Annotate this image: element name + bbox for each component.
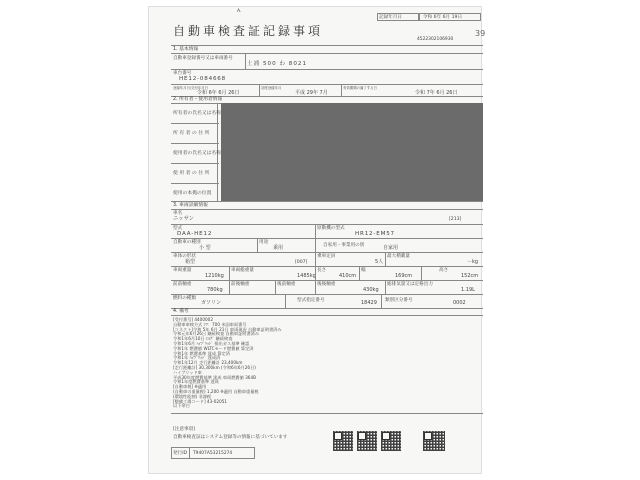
use-value: 乗用	[273, 245, 284, 251]
reg-number-value: 土浦 500 わ 8021	[247, 61, 308, 67]
type-number-value: 18429	[361, 300, 377, 306]
max-load-label: 最大積載量	[387, 254, 410, 259]
gross-label: 車両総重量	[231, 268, 254, 273]
reg-date-label: 登録年月日/交付年月日	[173, 86, 209, 90]
front-axle-value: 780kg	[207, 287, 223, 293]
displacement-value: 1.19L	[461, 287, 475, 293]
weight-label: 車両重量	[173, 268, 192, 273]
expiry-label: 有効期間の満了する日	[343, 86, 377, 90]
use-label: 用途	[259, 240, 269, 245]
remark-line: 令和1年6月 ﾊｲﾌﾞﾘｯﾄﾞ 排出ガス基準 確認	[173, 341, 250, 346]
height-value: 152cm	[461, 273, 479, 279]
remark-line: 令和1年 燃費基準 達成 算定済	[173, 350, 230, 356]
gross-value: 1485kg	[297, 273, 316, 279]
height-label: 高さ	[439, 268, 449, 273]
notice-label: [注意事項]	[173, 427, 195, 432]
base-location-label: 使用の本拠の位置	[173, 191, 212, 196]
owner-address-label: 所 有 者 の 住 所	[173, 131, 210, 136]
front-axle-label: 前前軸重	[173, 282, 192, 287]
qr-code-1	[333, 431, 353, 451]
rear-rear-axle-label: 後後軸重	[317, 282, 336, 287]
remark-line: [走行距離計] 30,300km (令和6年6月26日)	[173, 365, 256, 370]
section2-heading: 2. 所有者・使用者情報	[173, 97, 223, 102]
qr-code-4	[423, 431, 445, 451]
remark-line: [自動車税] ※適用	[173, 384, 207, 390]
class-number-label: 類別区分番号	[385, 298, 413, 303]
rear-front-axle-label: 後前軸重	[277, 282, 296, 287]
redacted-owner-info	[221, 103, 483, 201]
model-value: DAA-HE12	[177, 231, 213, 237]
notice-text: 自動車検査証はシステム登録等の情報に基づいています	[173, 435, 288, 440]
remark-line: (自動車の重量税) 1,200 ※適用 自動車重量税	[173, 389, 259, 394]
reg-date-value: 令和 6年 6月 26日	[197, 90, 240, 96]
max-load-value: －kg	[467, 259, 479, 265]
first-reg-value: 平成 29年 7月	[295, 90, 328, 96]
shape-label: 車体の形状	[173, 254, 196, 259]
class-value: 小 型	[199, 245, 211, 251]
issue-id-value: T9407A53215274	[193, 451, 233, 456]
body-value: 自家用	[383, 245, 399, 251]
remark-line: 令和1年 ﾊｲﾌﾞﾘｯﾄﾞ 達成済	[173, 355, 221, 361]
displacement-label: 総排気量又は定格出力	[387, 282, 433, 287]
class-label: 自動車の種別	[173, 240, 201, 245]
expiry-value: 令和 7年 6月 26日	[415, 90, 458, 96]
remark-line: [整備工場コード] 43-02051	[173, 398, 228, 404]
vin-value: HE12-084668	[179, 76, 227, 82]
remark-line: 令和1年12月 走行距離計 23,400km	[173, 360, 243, 366]
remark-line: (環境性能割) 非課税	[173, 393, 212, 399]
qr-code-2	[357, 431, 377, 451]
body-label: 自家用・事業用の別	[323, 243, 365, 248]
remark-line: 令和1年度燃費基準 達成	[173, 379, 219, 385]
issue-id-label: 発行ID	[173, 451, 188, 456]
engine-label: 原動機の型式	[317, 226, 345, 231]
section4-heading: 4. 備考	[173, 309, 189, 314]
user-address-label: 使 用 者 の 住 所	[173, 171, 210, 176]
length-label: 長さ	[317, 268, 327, 273]
remark-line: 令和1年 燃費値 WLTCモード燃費値 算定済	[173, 345, 254, 351]
handwritten-note: 39	[475, 29, 486, 38]
capacity-value: 5人	[375, 259, 384, 265]
reg-number-label: 自動車登録番号又は車両番号	[173, 56, 233, 61]
length-value: 410cm	[339, 273, 357, 279]
capacity-label: 乗車定員	[317, 254, 336, 259]
section1-heading: 1. 基本情報	[173, 47, 199, 52]
fuel-value: ガソリン	[201, 300, 222, 306]
engine-value: HR12-EM57	[355, 231, 395, 237]
first-reg-label: 初度登録年月	[261, 86, 282, 90]
remark-line: [受付番号] 4400002	[173, 317, 213, 322]
width-value: 169cm	[395, 273, 413, 279]
maker-value: ニッサン	[173, 216, 195, 222]
qr-code-3	[381, 431, 401, 451]
class-number-value: 0002	[453, 300, 466, 306]
remark-line: 以下余白	[173, 403, 190, 409]
maker-code: [213]	[449, 217, 462, 222]
width-label: 幅	[361, 268, 366, 273]
remark-line: 令和1年6月10日 ｴﾙｸﾞ 継続検査	[173, 336, 233, 342]
header-letter: A.	[237, 9, 242, 14]
shape-code: [007]	[295, 260, 308, 265]
document-title: 自動車検査証記録事項	[173, 24, 324, 38]
fuel-label: 燃料の種類	[173, 296, 196, 301]
rear-rear-axle-value: 430kg	[363, 287, 379, 293]
remark-line: 令和元年6月26日 継続検査 自動車証明書済み	[173, 331, 260, 337]
vin-label: 車台番号	[173, 71, 192, 76]
remark-line: ハイブリッド車	[173, 369, 202, 375]
owner-name-label: 所有者の氏名又は名称	[173, 111, 221, 116]
record-date-label: 記録年月日	[379, 15, 402, 20]
maker-label: 車名	[173, 211, 183, 216]
remark-line: 自動車車検方式 ﾏﾂ：700 米国車両番号	[173, 321, 247, 327]
shape-value: 箱型	[185, 259, 196, 265]
document-number: 4522302106930	[417, 37, 454, 42]
section3-heading: 3. 車両詳細情報	[173, 203, 208, 208]
remark-line: 平成30年度燃費基準 達成 車両燃費値 364B	[173, 374, 257, 380]
user-name-label: 使用者の氏名又は名称	[173, 151, 221, 156]
type-number-label: 型式指定番号	[297, 298, 325, 303]
remark-line: [コネクト]令和 5年 6月 21日 車両現況 自動車証明書済み	[173, 326, 282, 332]
model-label: 型式	[173, 226, 183, 231]
weight-value: 1210kg	[205, 273, 224, 279]
front-rear-axle-label: 前後軸重	[231, 282, 250, 287]
vehicle-inspection-certificate	[148, 6, 486, 474]
record-date: 令和 6年 6月 19日	[423, 15, 463, 20]
